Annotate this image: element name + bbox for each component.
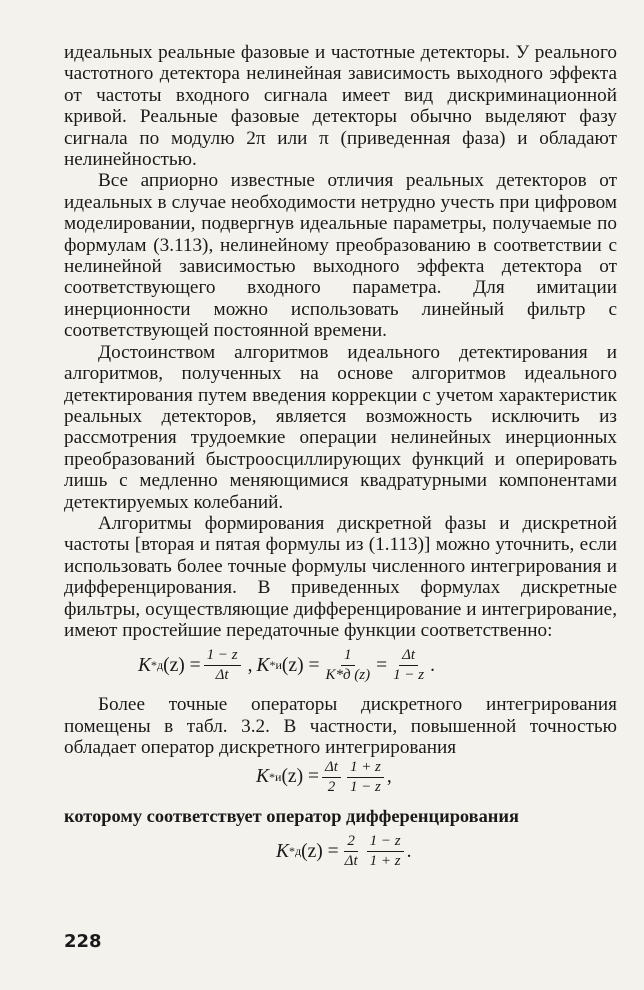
arg-z-1: (z) = <box>163 654 201 676</box>
arg-z-2: (z) = <box>281 654 320 676</box>
equals-sign: = <box>376 654 388 676</box>
k-symbol-3: K <box>276 840 290 862</box>
fraction-4-denominator: 2 <box>327 778 336 795</box>
comma-separator: , <box>247 654 253 676</box>
fraction-4-numerator: Δt <box>322 759 341 778</box>
k-subscript-2: *и <box>269 769 282 784</box>
k-d-subscript: *д <box>151 658 164 673</box>
k-symbol-2: K <box>256 766 270 788</box>
k-subscript-3: *д <box>289 844 302 858</box>
paragraph-3: Достоинством алгоритмов идеального детектирования и алгоритмов, полученных на основе алгоритмов идеального детектирования путем введения коррекции с учетом характеристик реальных детекторов, является возможность исключить из рассмотрения трудоемкие операции нелинейных инерционных преобразований быстроосциллирующих функций и оперировать лишь с медленно меняющимися квадратурными компонентами детектируемых колебаний. <box>64 341 617 513</box>
k-i-subscript: *и <box>269 658 282 673</box>
fraction-3 <box>390 647 427 684</box>
formula-3-period: . <box>406 840 412 862</box>
fraction-5-denominator: 1 − z <box>349 778 381 795</box>
page-number: 228 <box>64 931 102 952</box>
fraction-2-denominator: K*д (z) <box>325 667 371 684</box>
fraction-3-denominator: 1 − z <box>393 667 425 684</box>
differentiation-operator-formula <box>64 833 617 870</box>
fraction-6-numerator: 2 <box>344 833 358 852</box>
fraction-3-numerator: Δt <box>399 647 418 666</box>
paragraph-4: Алгоритмы формирования дискретной фазы и дискретной частоты [вторая и пятая формулы из (1.113)] можно уточнить, если использовать более точные формулы численного интегрирования и дифференцирования. В приведенных формулах дискретные фильтры, осуществляющие дифференцирование и интегрирование, имеют простейшие передаточные функции соответственно: <box>64 512 617 641</box>
paragraph-5: Более точные операторы дискретного интегрирования помещены в табл. 3.2. В частности, повышенной точностью обладает оператор дискретного интегрирования <box>64 694 617 759</box>
fraction-1 <box>204 647 241 684</box>
formula-1-period: . <box>430 654 435 676</box>
paragraph-6: которому соответствует оператор дифференцирования <box>64 805 519 826</box>
arg-z-4: (z) = <box>301 840 339 862</box>
integration-operator-formula <box>64 759 617 796</box>
paragraph-2: Все априорно известные отличия реальных детекторов от идеальных в случае необходимости нетрудно учесть при цифровом моделировании, подвергнув идеальные параметры, получаемые по формулам (3.113), нелинейному преобразованию в соответствии с нелинейной зависимостью выходного эффекта детектора от соответствующего входного параметра. Для имитации инерционности можно использовать линейный фильтр с соответствующей постоянной времени. <box>64 170 617 342</box>
formula-2-comma: , <box>386 766 392 788</box>
fraction-4 <box>322 759 341 796</box>
transfer-functions-formula <box>64 647 617 684</box>
fraction-7 <box>367 833 404 870</box>
fraction-1-denominator: Δt <box>215 667 229 684</box>
k-d-symbol: K <box>138 654 152 676</box>
k-i-symbol: K <box>256 654 270 676</box>
fraction-7-numerator: 1 − z <box>367 833 404 852</box>
fraction-1-numerator: 1 − z <box>204 647 241 666</box>
fraction-6 <box>342 833 361 870</box>
fraction-6-denominator: Δt <box>344 853 358 869</box>
fraction-7-denominator: 1 + z <box>369 853 401 869</box>
fraction-5 <box>347 759 384 796</box>
fraction-5-numerator: 1 + z <box>347 759 384 778</box>
fraction-2-numerator: 1 <box>341 647 355 666</box>
arg-z-3: (z) = <box>281 766 319 788</box>
fraction-2 <box>322 647 373 684</box>
document-page <box>64 42 617 872</box>
paragraph-1: идеальных реальные фазовые и частотные детекторы. У реального частотного детектора нелинейная зависимость выходного эффекта от частоты входного сигнала имеет вид дискриминационной кривой. Реальные фазовые детекторы обычно выделяют фазу сигнала по модулю 2π или π (приведенная фаза) и обладают нелинейностью. <box>64 42 617 171</box>
